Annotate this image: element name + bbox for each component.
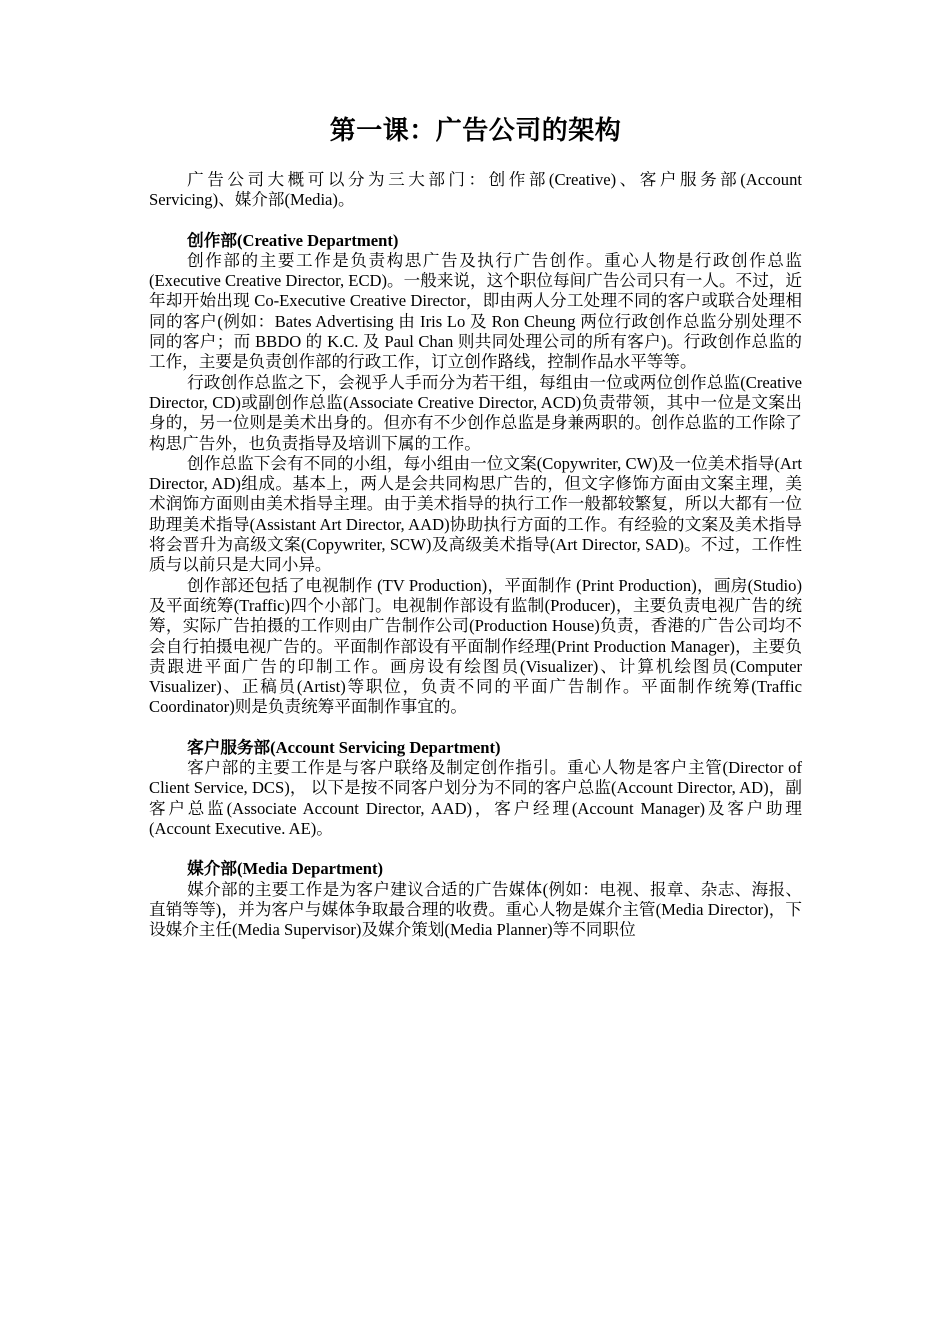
- spacer: [149, 718, 802, 738]
- creative-paragraph-2: 行政创作总监之下，会视乎人手而分为若干组，每组由一位或两位创作总监(Creative Director, CD)或副创作总监(Associate Creative Director, ACD)负责带领，其中一位是文案出身的，另一位则是美术出身的。但亦有不少创作总监是身兼两职的。创作总监的工作除了构思广告外，也负责指导及培训下属的工作。: [149, 372, 802, 453]
- spacer: [149, 211, 802, 231]
- account-paragraph-1: 客户部的主要工作是与客户联络及制定创作指引。重心人物是客户主管(Director of Client Service, DCS)， 以下是按不同客户划分为不同的客户总监(Account Director, AD)，副客户总监(Associate Account Director, AAD)，客户经理(Account Manager)及客户助理(Account Executive. AE)。: [149, 758, 802, 838]
- media-section: [149, 859, 802, 940]
- creative-paragraph-3: 创作总监下会有不同的小组，每小组由一位文案(Copywriter, CW)及一位美术指导(Art Director, AD)组成。基本上，两人是会共同构思广告的，但文字修饰方面由文案主理，美术润饰方面则由美术指导主理。由于美术指导的执行工作一般都较繁复，所以大都有一位助理美术指导(Assistant Art Director, AAD)协助执行方面的工作。有经验的文案及美术指导将会晋升为高级文案(Copywriter, SCW)及高级美术指导(Art Director, SAD)。不过，工作性质与以前只是大同小异。: [149, 453, 802, 575]
- document-title: 第一课：广告公司的架构: [329, 116, 622, 145]
- document-body: [149, 170, 802, 940]
- intro-paragraph: 广告公司大概可以分为三大部门：创作部(Creative)、客户服务部(Account Servicing)、媒介部(Media)。: [149, 170, 802, 210]
- creative-paragraph-1: 创作部的主要工作是负责构思广告及执行广告创作。重心人物是行政创作总监(Executive Creative Director, ECD)。一般来说，这个职位每间广告公司只有一人。不过，近年却开始出现 Co-Executive Creative Director，即由两人分工处理不同的客户或联合处理相同的客户(例如：Bates Advertising 由 Iris Lo 及 Ron Cheung 两位行政创作总监分别处理不同的客户；而 BBDO 的 K.C. 及 Paul Chan 则共同处理公司的所有客户)。行政创作总监的工作，主要是负责创作部的行政工作，订立创作路线，控制作品水平等等。: [149, 250, 802, 372]
- media-heading: 媒介部(Media Department): [187, 859, 384, 879]
- account-section: [149, 738, 802, 839]
- media-paragraph-1: 媒介部的主要工作是为客户建议合适的广告媒体(例如：电视、报章、杂志、海报、直销等等)，并为客户与媒体争取最合理的收费。重心人物是媒介主管(Media Director)，下设媒介主任(Media Supervisor)及媒介策划(Media Planner)等不同职位: [149, 879, 802, 940]
- spacer: [149, 839, 802, 859]
- creative-section: [149, 231, 802, 718]
- account-heading: 客户服务部(Account Servicing Department): [187, 737, 501, 757]
- creative-heading: 创作部(Creative Department): [187, 230, 399, 250]
- creative-paragraph-4: 创作部还包括了电视制作 (TV Production)，平面制作 (Print Production)，画房(Studio)及平面统筹(Traffic)四个小部门。电视制作部设有监制(Producer)，主要负责电视广告的统筹，实际广告拍摄的工作则由广告制作公司(Production House)负责，香港的广告公司均不会自行拍摄电视广告的。平面制作部设有平面制作经理(Print Production Manager)，主要负责跟进平面广告的印制工作。画房设有绘图员(Visualizer)、计算机绘图员(Computer Visualizer)、正稿员(Artist)等职位，负责不同的平面广告制作。平面制作统筹(Traffic Coordinator)则是负责统筹平面制作事宜的。: [149, 575, 802, 717]
